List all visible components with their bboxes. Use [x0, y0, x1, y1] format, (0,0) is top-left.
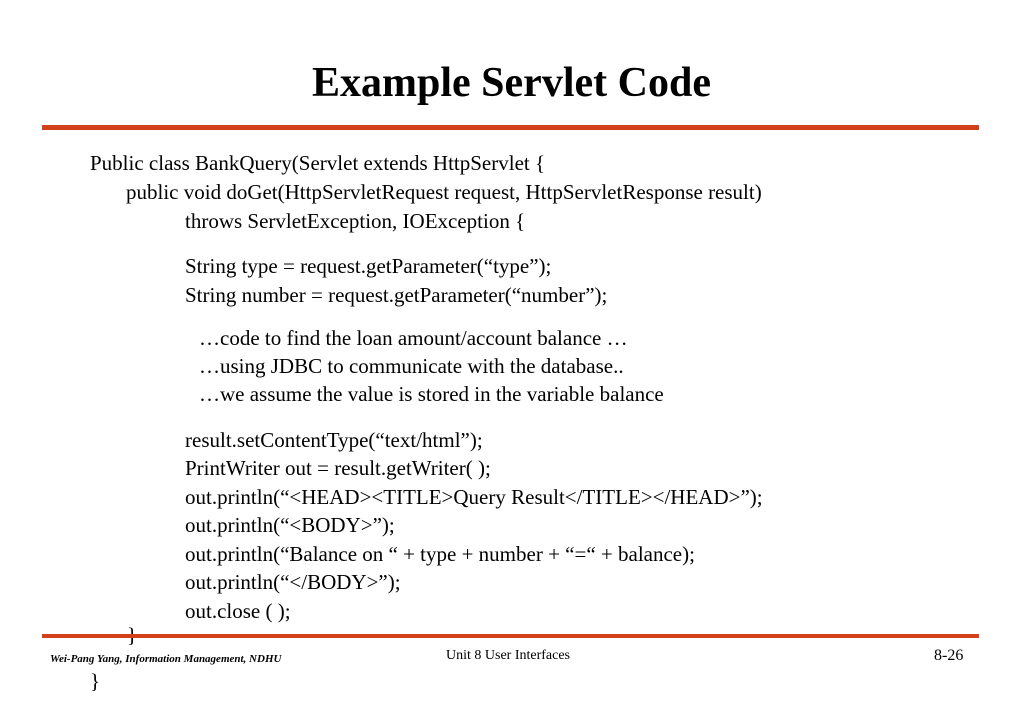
code-line: result.setContentType(“text/html”); — [185, 428, 483, 452]
code-line: PrintWriter out = result.getWriter( ); — [185, 456, 491, 480]
footer-page-number: 8-26 — [934, 647, 964, 664]
slide-title: Example Servlet Code — [312, 60, 711, 106]
code-comment-line: …we assume the value is stored in the variable balance — [199, 382, 664, 406]
code-line: out.println(“<HEAD><TITLE>Query Result</TITLE></HEAD>”); — [185, 485, 763, 509]
code-line: public void doGet(HttpServletRequest request, HttpServletResponse result) — [126, 180, 762, 204]
code-line-close-brace: } — [90, 669, 101, 693]
code-line: out.println(“</BODY>”); — [185, 570, 401, 594]
footer-author: Wei-Pang Yang, Information Management, NDHU — [50, 653, 282, 665]
footer-unit: Unit 8 User Interfaces — [446, 648, 571, 663]
code-line: out.println(“Balance on “ + type + number + “=“ + balance); — [185, 542, 695, 566]
code-line: out.close ( ); — [185, 599, 291, 623]
code-comment-line: …using JDBC to communicate with the database.. — [199, 354, 624, 378]
code-line: String type = request.getParameter(“type”); — [185, 254, 552, 278]
code-line: throws ServletException, IOException { — [185, 209, 526, 233]
footer-divider — [42, 634, 979, 638]
code-line: Public class BankQuery(Servlet extends HttpServlet { — [90, 151, 546, 175]
code-line: String number = request.getParameter(“number”); — [185, 283, 608, 307]
code-line: out.println(“<BODY>”); — [185, 513, 395, 537]
code-comment-line: …code to find the loan amount/account balance … — [199, 326, 628, 350]
